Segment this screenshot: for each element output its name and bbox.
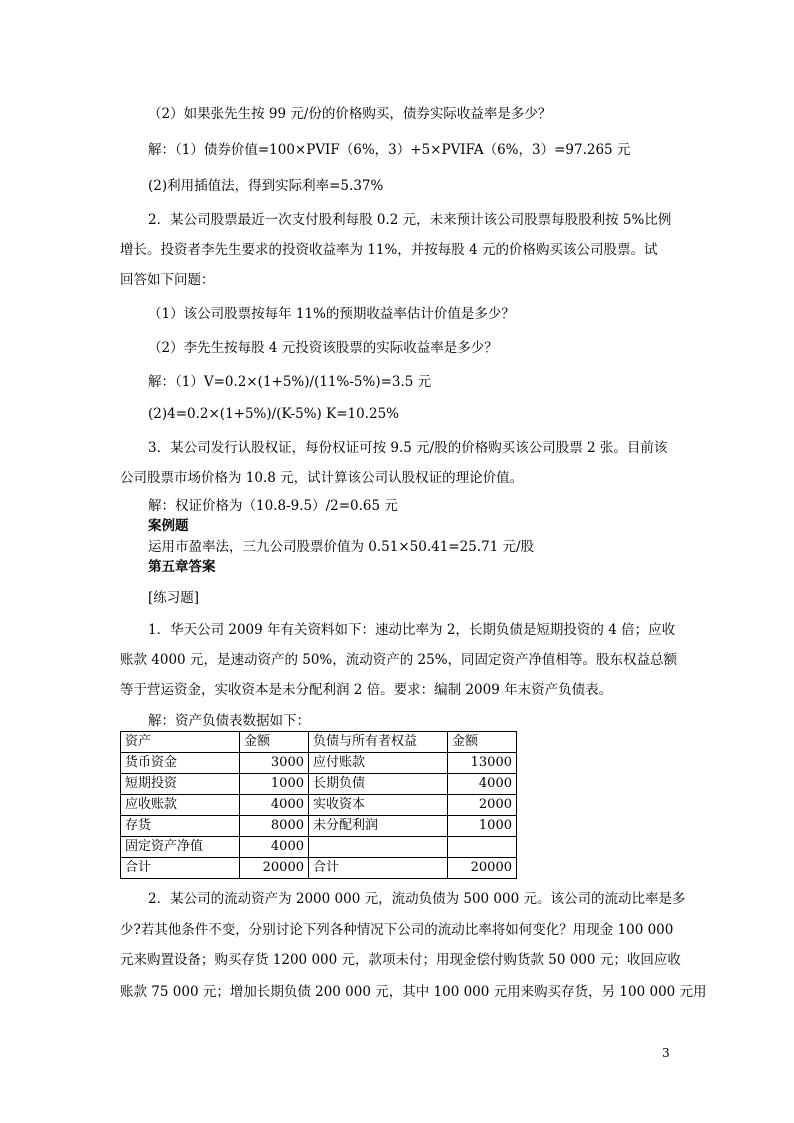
table-cell: 货币资金 [121,753,240,774]
table-cell: 短期投资 [121,774,240,795]
case-answer: 运用市盈率法，三九公司股票价值为 0.51×50.41=25.71 元/股 [148,539,535,555]
table-cell: 固定资产净值 [121,837,240,858]
page-number: 3 [662,1046,670,1060]
table-cell: 合计 [309,858,448,879]
table-cell: 长期负债 [309,774,448,795]
exercise-1-line-2: 账款 4000 元，是速动资产的 50%，流动资产的 25%，同固定资产净值相等。股东权益总额 [120,652,678,668]
table-total-row [121,858,517,879]
table-cell [309,837,448,858]
table-cell: 实收资本 [309,795,448,816]
balance-sheet-table [120,731,517,879]
exercise-1-line-3: 等于营运资金，实收资本是未分配利润 2 倍。要求：编制 2009 年末资产负债表。 [120,682,613,698]
table-row [121,774,517,795]
table-cell: 应付账款 [309,753,448,774]
table-cell: 4000 [240,795,309,816]
exercise-1-answer-intro: 解：资产负债表数据如下： [148,713,310,729]
table-header-cell: 金额 [240,732,309,753]
table-cell: 存货 [121,816,240,837]
problem-2-q1: （1）该公司股票按每年 11%的预期收益率估计价值是多少？ [148,306,515,322]
answer-interpolation: (2)利用插值法，得到实际利率=5.37% [148,178,384,194]
question-2-2: （2）如果张先生按 99 元/份的价格购买，债券实际收益率是多少？ [148,106,552,122]
table-row [121,753,517,774]
table-cell: 2000 [448,795,517,816]
table-header-row [121,732,517,753]
problem-3-line-2: 公司股票市场价格为 10.8 元，试计算该公司认股权证的理论价值。 [120,470,524,486]
exercise-2-line-3: 元来购置设备；购买存货 1200 000 元，款项未付；用现金偿付购货款 50 000 元；收回应收 [120,952,681,968]
table-row [121,837,517,858]
problem-2-answer-1: 解：（1）V=0.2×(1+5%)/(11%-5%)=3.5 元 [148,374,432,390]
problem-2-line-3: 回答如下问题： [120,272,215,288]
table-cell: 4000 [448,774,517,795]
chapter-heading: 第五章答案 [148,559,216,575]
exercise-2-line-2: 少?若其他条件不变，分别讨论下列各种情况下公司的流动比率将如何变化？用现金 100 000 [120,922,674,938]
problem-2-answer-2: (2)4=0.2×(1+5%)/(K-5%) K=10.25% [148,406,399,422]
table-cell: 1000 [448,816,517,837]
problem-2-q2: （2）李先生按每股 4 元投资该股票的实际收益率是多少？ [148,340,498,356]
problem-3-answer: 解：权证价格为（10.8-9.5）/2=0.65 元 [148,498,398,514]
exercise-label: [练习题] [148,590,200,606]
table-cell: 未分配利润 [309,816,448,837]
problem-2-line-2: 增长。投资者李先生要求的投资收益率为 11%，并按每股 4 元的价格购买该公司股票。试 [120,242,658,258]
table-cell: 3000 [240,753,309,774]
case-heading: 案例题 [148,518,189,534]
table-header-cell: 资产 [121,732,240,753]
exercise-2-line-4: 账款 75 000 元；增加长期负债 200 000 元，其中 100 000 元用来购买存货，另 100 000 元用 [120,984,707,1000]
table-cell: 1000 [240,774,309,795]
table-cell: 合计 [121,858,240,879]
exercise-1-line-1: 1．华天公司 2009 年有关资料如下：速动比率为 2，长期负债是短期投资的 4 倍；应收 [148,622,676,638]
exercise-2-line-1: 2．某公司的流动资产为 2000 000 元，流动负债为 500 000 元。该公司的流动比率是多 [148,891,686,907]
problem-3-line-1: 3．某公司发行认股权证，每份权证可按 9.5 元/股的价格购买该公司股票 2 张。目前该 [148,440,668,456]
table-cell: 应收账款 [121,795,240,816]
problem-2-line-1: 2．某公司股票最近一次支付股利每股 0.2 元，未来预计该公司股票每股股利按 5%比例 [148,212,672,228]
table-cell [448,837,517,858]
table-cell: 20000 [240,858,309,879]
table-header-cell: 负债与所有者权益 [309,732,448,753]
table-row [121,816,517,837]
table-cell: 8000 [240,816,309,837]
table-cell: 20000 [448,858,517,879]
table-cell: 4000 [240,837,309,858]
table-header-cell: 金额 [448,732,517,753]
answer-bond-value: 解：（1）债券价值=100×PVIF（6%，3）+5×PVIFA（6%，3）=97.265 元 [148,142,631,158]
table-row [121,795,517,816]
table-cell: 13000 [448,753,517,774]
